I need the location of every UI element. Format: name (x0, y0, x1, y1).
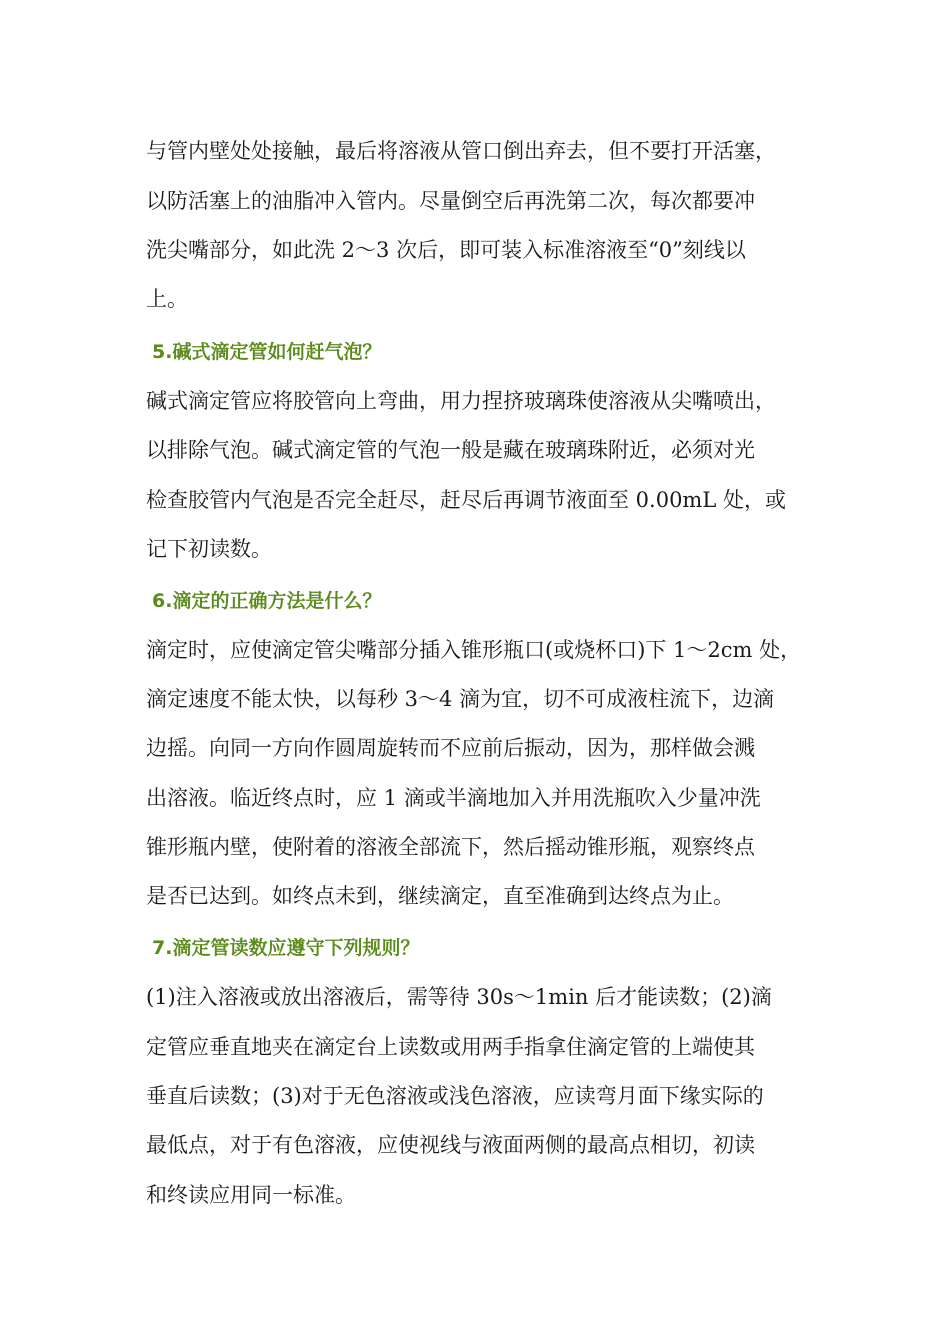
section-heading: 7.滴定管读数应遵守下列规则？ (152, 937, 420, 959)
text-line: 滴定速度不能太快，以每秒 3～4 滴为宜，切不可成液柱流下，边滴 (146, 687, 775, 711)
text-line: 检查胶管内气泡是否完全赶尽，赶尽后再调节液面至 0.00mL 处，或 (146, 488, 786, 512)
text-line: 以防活塞上的油脂冲入管内。尽量倒空后再洗第二次，每次都要冲 (146, 189, 755, 213)
text-line: 与管内壁处处接触，最后将溶液从管口倒出弃去，但不要打开活塞， (146, 139, 776, 163)
text-line: 垂直后读数；(3)对于无色溶液或浅色溶液，应读弯月面下缘实际的 (146, 1084, 764, 1108)
text-line: 最低点，对于有色溶液，应使视线与液面两侧的最高点相切，初读 (146, 1133, 755, 1157)
text-line: 碱式滴定管应将胶管向上弯曲，用力捏挤玻璃珠使溶液从尖嘴喷出， (146, 389, 776, 413)
text-line: 定管应垂直地夹在滴定台上读数或用两手指拿住滴定管的上端使其 (146, 1035, 755, 1059)
text-line: 洗尖嘴部分，如此洗 2～3 次后，即可装入标准溶液至“0”刻线以 (146, 238, 746, 262)
text-line: 出溶液。临近终点时，应 1 滴或半滴地加入并用洗瓶吹入少量冲洗 (146, 786, 761, 810)
text-line: 是否已达到。如终点未到，继续滴定，直至准确到达终点为止。 (146, 884, 734, 908)
text-line: 上。 (146, 287, 188, 311)
section-heading: 5.碱式滴定管如何赶气泡？ (152, 341, 382, 363)
text-line: (1)注入溶液或放出溶液后，需等待 30s～1min 后才能读数；(2)滴 (146, 985, 772, 1009)
text-line: 边摇。向同一方向作圆周旋转而不应前后振动，因为，那样做会溅 (146, 736, 755, 760)
text-line: 以排除气泡。碱式滴定管的气泡一般是藏在玻璃珠附近，必须对光 (146, 438, 755, 462)
text-line: 滴定时，应使滴定管尖嘴部分插入锥形瓶口(或烧杯口)下 1～2cm 处， (146, 638, 802, 662)
text-line: 和终读应用同一标准。 (146, 1183, 356, 1207)
text-line: 记下初读数。 (146, 537, 272, 561)
text-line: 锥形瓶内壁，使附着的溶液全部流下，然后摇动锥形瓶，观察终点 (146, 835, 755, 859)
section-heading: 6.滴定的正确方法是什么？ (152, 590, 382, 612)
